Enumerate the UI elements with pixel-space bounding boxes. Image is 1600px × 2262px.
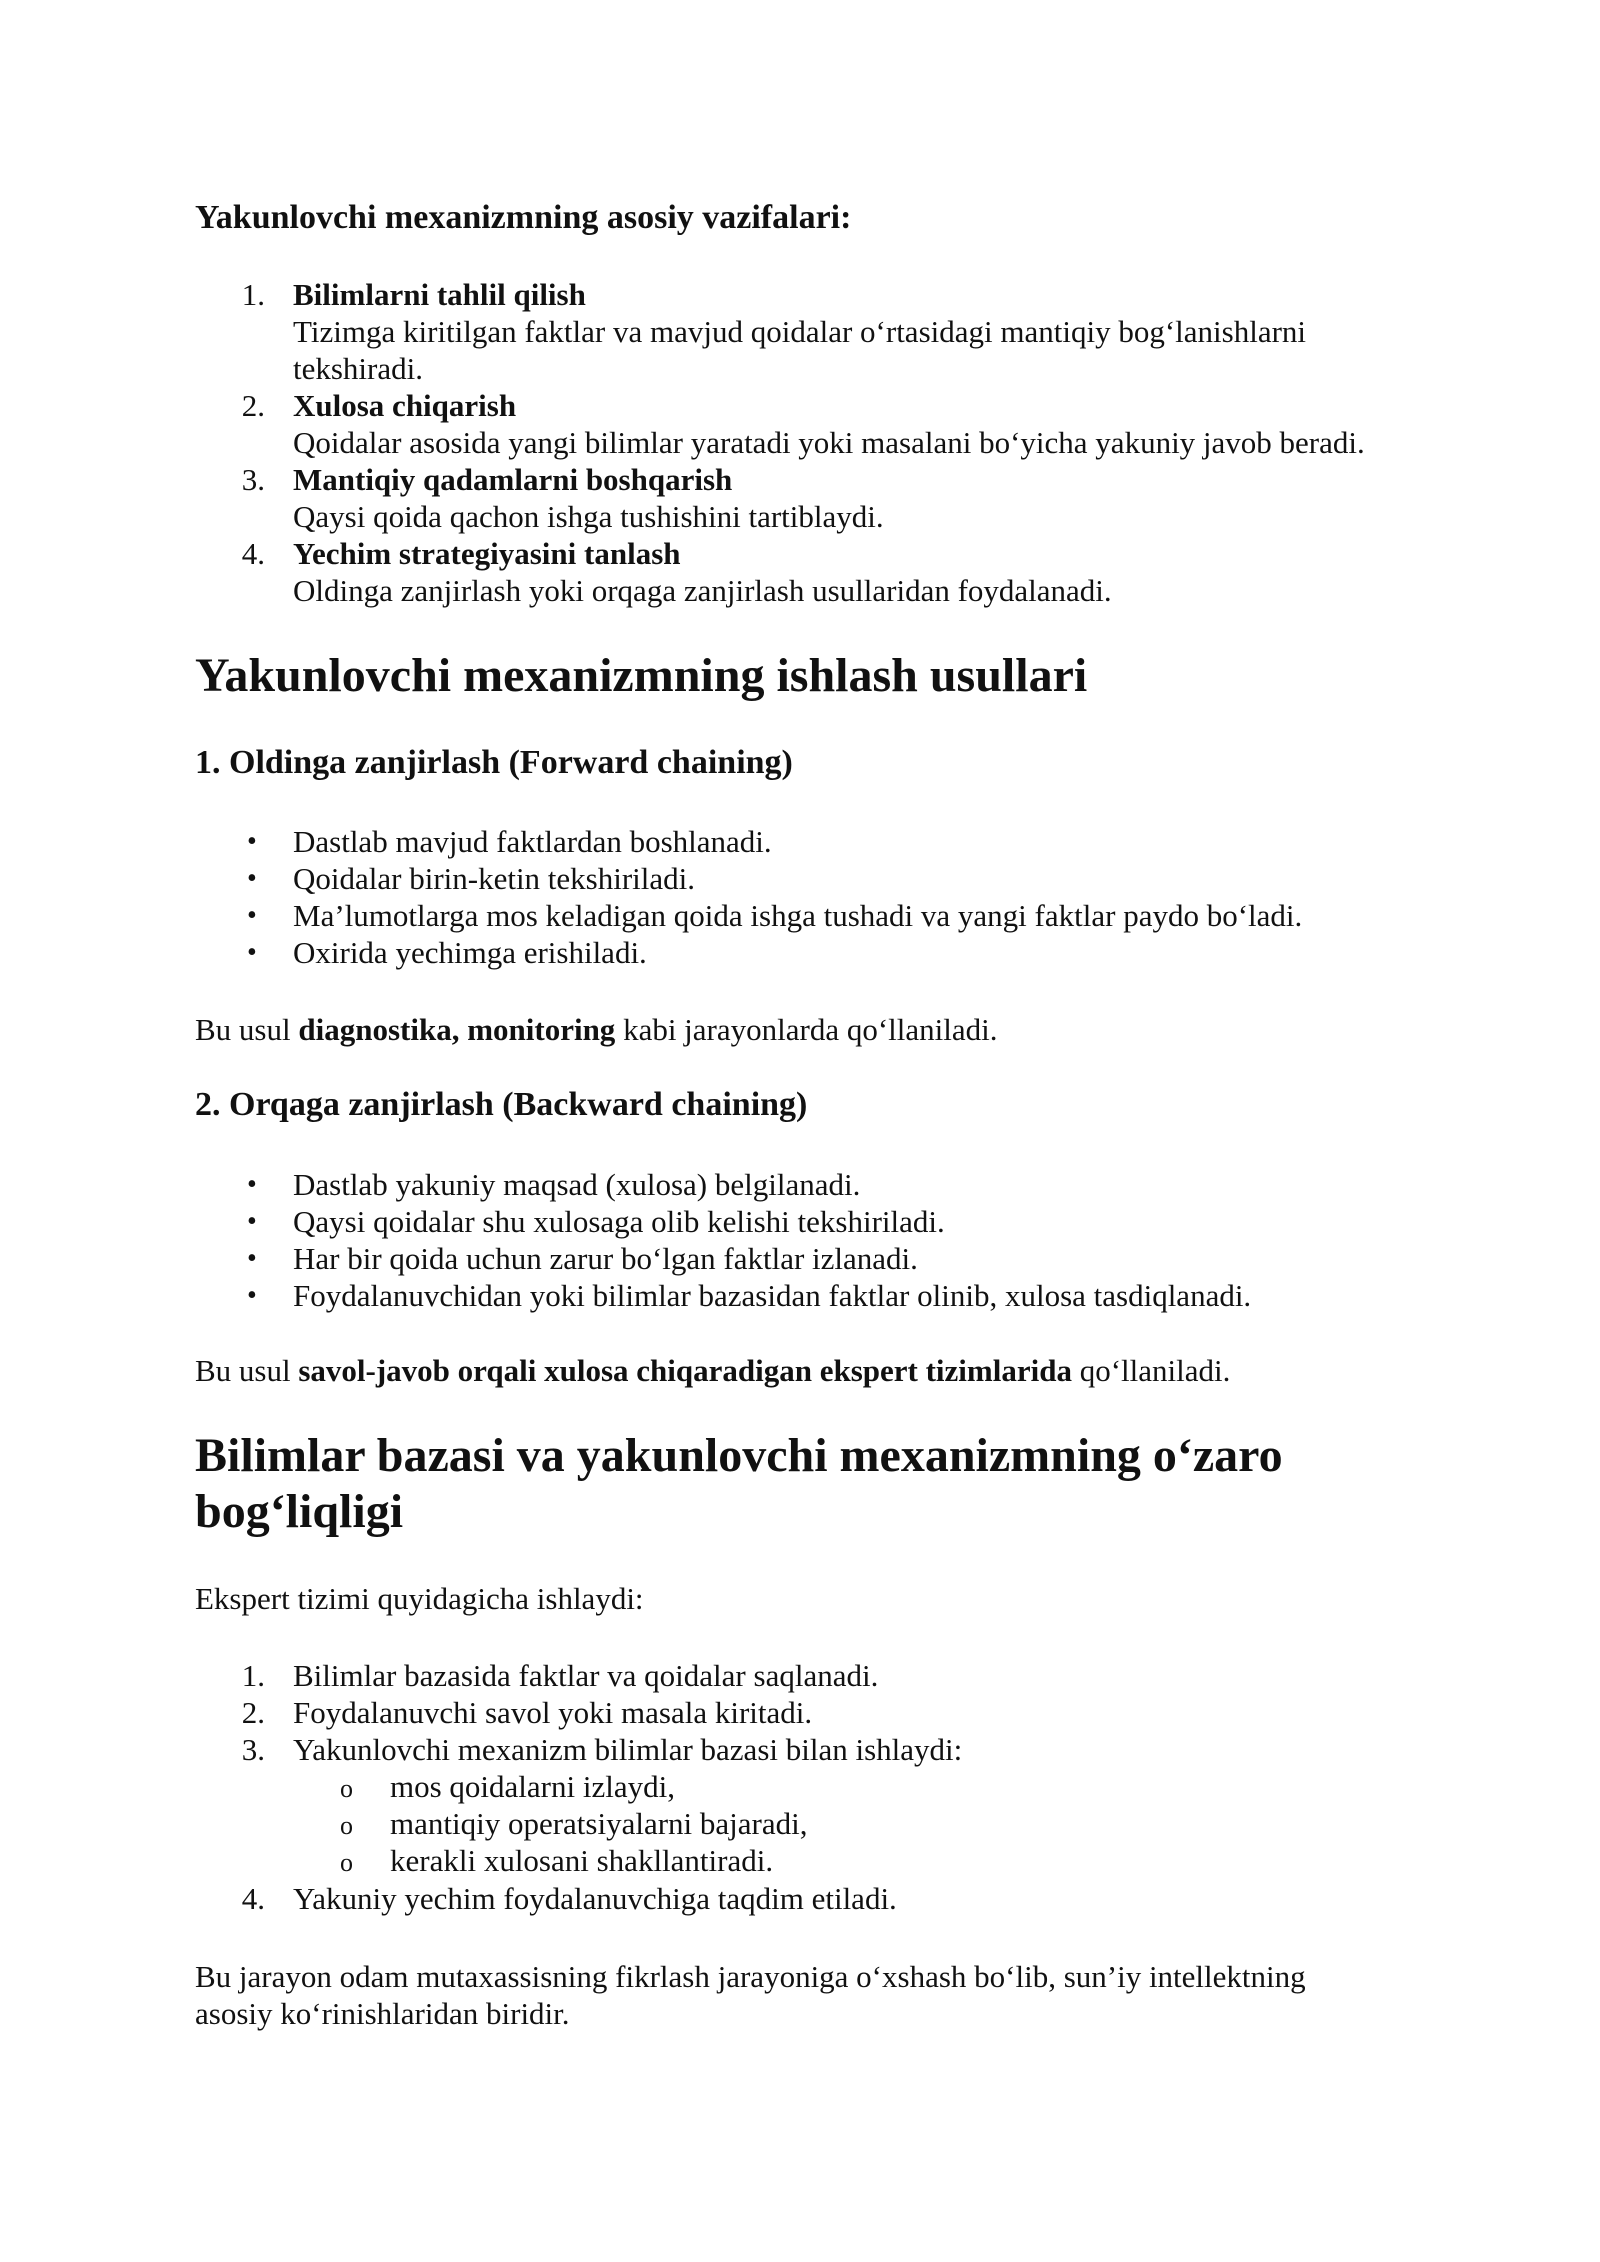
list-item: Qaysi qoidalar shu xulosaga olib kelishi tekshiriladi. xyxy=(293,1204,945,1239)
list-item: Bilimlar bazasida faktlar va qoidalar saqlanadi. xyxy=(293,1658,879,1693)
sub-list-item: mantiqiy operatsiyalarni bajaradi, xyxy=(390,1806,808,1841)
list-item-title: Bilimlarni tahlil qilish xyxy=(293,277,586,312)
note-emphasis: savol-javob orqali xulosa chiqaradigan ekspert tizimlarida xyxy=(298,1353,1072,1388)
list-item: Qoidalar birin-ketin tekshiriladi. xyxy=(293,861,696,896)
section-title-relation xyxy=(195,1428,1283,1484)
list-item-desc: Qaysi qoida qachon ishga tushishini tartiblaydi. xyxy=(293,499,884,534)
note-text: Bu usul xyxy=(195,1353,299,1388)
list-item: Har bir qoida uchun zarur bo‘lgan faktlar izlanadi. xyxy=(293,1241,918,1276)
list-number: 4. xyxy=(241,536,265,571)
closing-paragraph-line: Bu jarayon odam mutaxassisning fikrlash jarayoniga o‘xshash bo‘lib, sun’iy intellektning xyxy=(195,1959,1306,1994)
sub-bullet-marker: o xyxy=(340,1774,353,1803)
bullet-marker: • xyxy=(247,900,257,931)
list-item: Dastlab mavjud faktlardan boshlanadi. xyxy=(293,824,772,859)
list-item-title: Mantiqiy qadamlarni boshqarish xyxy=(293,462,733,497)
list-number: 3. xyxy=(241,1732,265,1767)
list-number: 1. xyxy=(241,277,265,312)
list-item-desc: Tizimga kiritilgan faktlar va mavjud qoidalar o‘rtasidagi mantiqiy bog‘lanishlarni xyxy=(293,314,1307,349)
list-item: Ma’lumotlarga mos keladigan qoida ishga tushadi va yangi faktlar paydo bo‘ladi. xyxy=(293,898,1303,933)
list-item-title: Yechim strategiyasini tanlash xyxy=(293,536,681,571)
list-number: 2. xyxy=(241,388,265,423)
bullet-marker: • xyxy=(247,937,257,968)
bullet-marker: • xyxy=(247,1206,257,1237)
subsection-title-backward: 2. Orqaga zanjirlash (Backward chaining) xyxy=(195,1086,808,1123)
list-number: 1. xyxy=(241,1658,265,1693)
list-item-desc: tekshiradi. xyxy=(293,351,423,386)
forward-usage-note xyxy=(195,1011,998,1048)
sub-list-item: mos qoidalarni izlaydi, xyxy=(390,1769,675,1804)
section-title-functions: Yakunlovchi mexanizmning asosiy vazifalari: xyxy=(195,199,852,236)
list-item: Oxirida yechimga erishiladi. xyxy=(293,935,647,970)
list-item: Yakunlovchi mexanizm bilimlar bazasi bilan ishlaydi: xyxy=(293,1732,963,1767)
section-title-relation-cont xyxy=(195,1484,403,1540)
section-title-line: bog‘liqligi xyxy=(195,1485,404,1538)
sub-bullet-marker: o xyxy=(340,1848,353,1877)
note-emphasis: diagnostika, monitoring xyxy=(298,1012,616,1047)
list-number: 3. xyxy=(241,462,265,497)
list-item: Yakuniy yechim foydalanuvchiga taqdim etiladi. xyxy=(293,1881,897,1916)
closing-paragraph-line: asosiy ko‘rinishlaridan biridir. xyxy=(195,1996,570,2031)
list-item-title: Xulosa chiqarish xyxy=(293,388,517,423)
bullet-marker: • xyxy=(247,826,257,857)
list-item: Foydalanuvchi savol yoki masala kiritadi. xyxy=(293,1695,813,1730)
list-item: Dastlab yakuniy maqsad (xulosa) belgilanadi. xyxy=(293,1167,861,1202)
list-item-desc: Oldinga zanjirlash yoki orqaga zanjirlash usullaridan foydalanadi. xyxy=(293,573,1112,608)
section-title-line: Bilimlar bazasi va yakunlovchi mexanizmning o‘zaro xyxy=(195,1429,1283,1482)
note-text: qo‘llaniladi. xyxy=(1071,1353,1231,1388)
note-text: kabi jarayonlarda qo‘llaniladi. xyxy=(615,1012,998,1047)
subsection-title-forward: 1. Oldinga zanjirlash (Forward chaining) xyxy=(195,744,793,781)
list-number: 2. xyxy=(241,1695,265,1730)
backward-usage-note xyxy=(195,1352,1230,1389)
list-item: Foydalanuvchidan yoki bilimlar bazasidan faktlar olinib, xulosa tasdiqlanadi. xyxy=(293,1278,1252,1313)
bullet-marker: • xyxy=(247,863,257,894)
bullet-marker: • xyxy=(247,1280,257,1311)
sub-list-item: kerakli xulosani shakllantiradi. xyxy=(390,1843,774,1878)
relation-intro: Ekspert tizimi quyidagicha ishlaydi: xyxy=(195,1581,644,1616)
sub-bullet-marker: o xyxy=(340,1811,353,1840)
list-number: 4. xyxy=(241,1881,265,1916)
note-text: Bu usul xyxy=(195,1012,299,1047)
list-item-desc: Qoidalar asosida yangi bilimlar yaratadi yoki masalani bo‘yicha yakuniy javob beradi. xyxy=(293,425,1365,460)
section-title-methods: Yakunlovchi mexanizmning ishlash usullari xyxy=(195,649,1088,702)
bullet-marker: • xyxy=(247,1169,257,1200)
bullet-marker: • xyxy=(247,1243,257,1274)
